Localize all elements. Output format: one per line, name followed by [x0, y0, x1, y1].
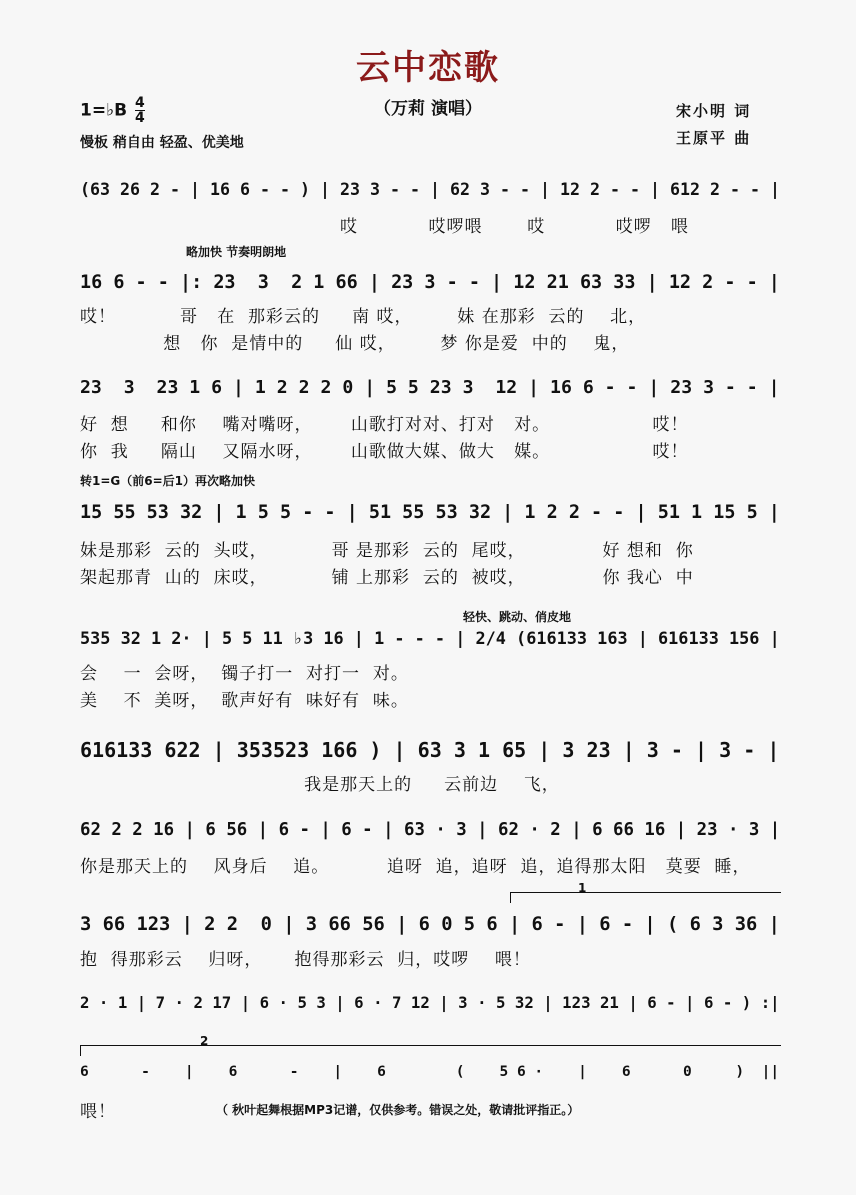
lyric-line: 想 你 是情中的 仙 哎， 梦 你是爱 中的 鬼， [80, 334, 630, 354]
key-signature [80, 96, 145, 125]
lyric-line: 哎！ 哥 在 那彩云的 南 哎， 妹 在那彩 云的 北， [80, 307, 647, 327]
lyric-line: 抱 得那彩云 归呀， 抱得那彩云 归，哎啰 喂！ [80, 950, 531, 970]
lyric-line: 美 不 美呀， 歌声好有 味好有 味。 [80, 691, 409, 711]
lyric-line: 我是那天上的 云前边 飞， [80, 775, 560, 795]
music-line: 2 · 1 | 7 · 2 17 | 6 · 5 3 | 6 · 7 12 | 3 · 5 32 | 123 21 | 6 - | 6 - ) :| [80, 993, 780, 1012]
lyric-line: 好 想 和你 嘴对嘴呀， 山歌打对对、打对 对。 哎！ [80, 415, 689, 435]
song-title: 云中恋歌 [356, 48, 500, 88]
music-line: 62 2 2 16 | 6 56 | 6 - | 6 - | 63 · 3 | 62 · 2 | 6 66 16 | 23 · 3 | [80, 820, 781, 840]
music-line: 6 - | 6 - | 6 ( 5 6 · | 6 0 ) || [80, 1064, 780, 1080]
music-line: 535 32 1 2· | 5 5 11 ♭3 16 | 1 - - - | 2/4 (616133 163 | 616133 156 | [80, 628, 780, 648]
lyric-line: 你 我 隔山 又隔水呀， 山歌做大媒、做大 媒。 哎！ [80, 442, 689, 462]
lyric-line: 会 一 会呀， 镯子打一 对打一 对。 [80, 664, 409, 684]
lyric-line: 妹是那彩 云的 头哎， 哥 是那彩 云的 尾哎， 好 想和 你 [80, 541, 694, 561]
tempo-note-1: 略加快 节奏明朗地 [186, 245, 287, 259]
music-line: 23 3 23 1 6 | 1 2 2 2 0 | 5 5 23 3 12 | 16 6 - - | 23 3 - - | [80, 377, 780, 398]
tempo-marking: 慢板 稍自由 轻盈、优美地 [80, 135, 244, 151]
volta-bracket-2 [80, 1045, 781, 1056]
lyric-line: 你是那天上的 风身后 追。 追呀 追，追呀 追，追得那太阳 莫要 睡， [80, 857, 751, 877]
tempo-note-3: 轻快、跳动、俏皮地 [463, 610, 572, 624]
lyric-line: 哎 哎啰喂 哎 哎啰 喂 [340, 217, 689, 237]
singer-credit: （万莉 演唱） [374, 99, 482, 119]
key-change-note: 转1=G（前6=后1）再次略加快 [80, 474, 256, 488]
key-label: 1=♭B [80, 100, 128, 121]
time-numerator: 4 [134, 95, 145, 111]
composer-credit: 王原平 曲 [676, 129, 752, 147]
time-denominator: 4 [134, 110, 145, 126]
music-line: 616133 622 | 353523 166 ) | 63 3 1 65 | 3 23 | 3 - | 3 - | [80, 738, 780, 762]
lyricist-credit: 宋小明 词 [676, 102, 752, 120]
music-line: 16 6 - - |: 23 3 2 1 66 | 23 3 - - | 12 21 63 33 | 12 2 - - | [80, 272, 780, 293]
lyric-line: 架起那青 山的 床哎， 铺 上那彩 云的 被哎， 你 我心 中 [80, 568, 694, 588]
music-line: 15 55 53 32 | 1 5 5 - - | 51 55 53 32 | 1 2 2 - - | 51 1 15 5 | [80, 502, 780, 523]
lyric-line: 喂！ [80, 1102, 116, 1122]
music-line: (63 26 2 - | 16 6 - - ) | 23 3 - - | 62 3 - - | 12 2 - - | 612 2 - - | [80, 180, 780, 199]
transcription-note: （ 秋叶起舞根据MP3记谱，仅供参考。错误之处，敬请批评指正。） [216, 1103, 580, 1117]
volta-number-2: 2 [200, 1034, 209, 1048]
volta-bracket-1 [510, 892, 781, 903]
volta-number-1: 1 [578, 881, 587, 895]
time-signature [135, 96, 145, 125]
music-line: 3 66 123 | 2 2 0 | 3 66 56 | 6 0 5 6 | 6 - | 6 - | ( 6 3 36 | [80, 914, 780, 935]
